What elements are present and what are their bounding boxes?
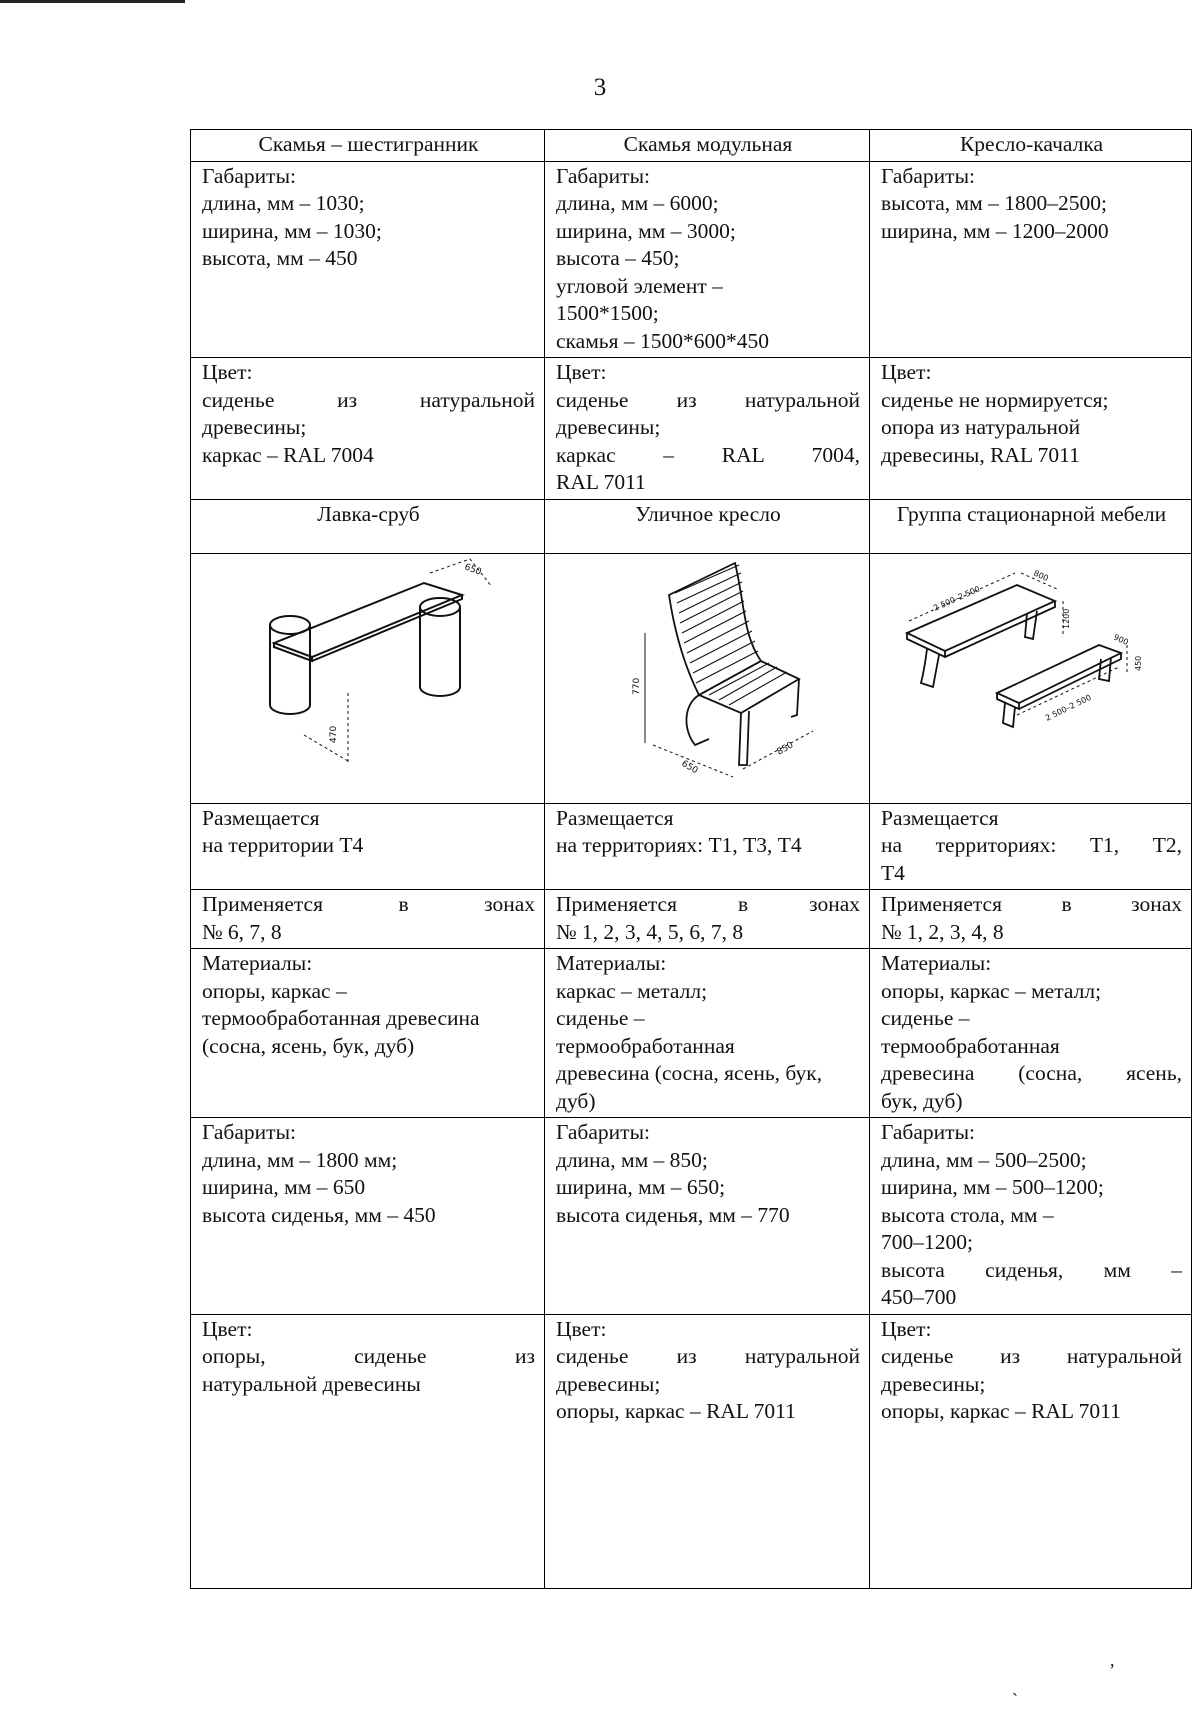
cell-line: № 1, 2, 3, 4, 5, 6, 7, 8 xyxy=(556,919,744,944)
cell-line: скамья – 1500*600*450 xyxy=(556,328,770,353)
table-row xyxy=(191,130,1192,162)
dimension-label: 470 xyxy=(328,725,339,743)
dimension-label: 650 xyxy=(679,758,700,776)
cell-line: натуральной древесины xyxy=(202,1371,421,1396)
dimension-label: 2 500–2 500 xyxy=(931,583,981,613)
dimension-label: 800 xyxy=(1031,568,1050,583)
materials-cell xyxy=(870,949,1192,1118)
table-leg xyxy=(921,649,939,687)
left-log-body xyxy=(270,625,310,714)
cell-line: на территориях: Т1, Т3, Т4 xyxy=(556,833,802,857)
cell-line: термообработанная древесина xyxy=(202,1006,480,1030)
placement-cell xyxy=(870,803,1192,890)
cell-line: ширина, мм – 1200–2000 xyxy=(881,218,1109,243)
cell-line: ширина, мм – 3000; xyxy=(556,218,736,243)
color-cell xyxy=(191,1314,545,1588)
cell-line: Габариты: xyxy=(202,1120,296,1144)
color-cell xyxy=(545,358,870,500)
bench-top xyxy=(997,645,1121,703)
cell-line: древесины, RAL 7011 xyxy=(881,442,1080,467)
chair-leg xyxy=(686,695,709,745)
bench-seat-shape xyxy=(274,583,462,657)
cell-line: Габариты: xyxy=(881,1120,975,1144)
dimensions-cell xyxy=(870,1118,1192,1315)
table-row xyxy=(191,161,1192,358)
cell-line: Применяется в зонах xyxy=(556,892,860,916)
chair-leg xyxy=(791,679,799,717)
cell-line: Цвет: xyxy=(202,360,253,384)
cell-line: 700–1200; xyxy=(881,1230,973,1254)
materials-cell xyxy=(545,949,870,1118)
materials-cell xyxy=(191,949,545,1118)
cell-line: на территории Т4 xyxy=(202,833,364,857)
cell-line: Размещается xyxy=(202,805,320,830)
dimension-line xyxy=(653,731,813,777)
log-bench-drawing xyxy=(234,555,504,775)
cell-line: сиденье из натуральной xyxy=(202,387,535,412)
cell-line: термообработанная xyxy=(556,1033,735,1058)
scan-mark: , xyxy=(1110,1650,1115,1670)
header-street-chair: Уличное кресло xyxy=(545,499,870,553)
dimension-label: 1200 xyxy=(1061,608,1071,629)
table-row xyxy=(191,803,1192,890)
dimension-label: 650 xyxy=(462,561,483,578)
dimensions-cell xyxy=(545,161,870,358)
cell-line: длина, мм – 500–2500; xyxy=(881,1147,1087,1172)
table-row xyxy=(191,358,1192,500)
zones-cell xyxy=(545,890,870,949)
street-chair-drawing xyxy=(583,555,833,785)
table-row xyxy=(191,1314,1192,1588)
cell-line: термообработанная xyxy=(881,1033,1060,1058)
cell-line: Габариты: xyxy=(556,163,650,188)
right-log-top xyxy=(420,598,460,616)
cell-line: ширина, мм – 500–1200; xyxy=(881,1175,1104,1199)
left-log-top xyxy=(270,616,310,634)
cell-line: Цвет: xyxy=(556,360,607,384)
cell-line: 450–700 xyxy=(881,1285,957,1309)
zones-cell xyxy=(191,890,545,949)
table-row xyxy=(191,949,1192,1118)
cell-line: Габариты: xyxy=(881,163,975,188)
cell-line: RAL 7011 xyxy=(556,470,646,494)
header-modular-bench: Скамья модульная xyxy=(545,130,870,162)
header-rocking-chair: Кресло-качалка xyxy=(870,130,1192,162)
cell-line: Материалы: xyxy=(556,951,667,975)
furniture-group-drawing xyxy=(887,555,1177,745)
chair-leg xyxy=(739,711,749,765)
image-cell xyxy=(870,553,1192,803)
cell-line: высота стола, мм – xyxy=(881,1202,1054,1227)
table-row xyxy=(191,499,1192,553)
dimension-line xyxy=(909,573,1057,621)
zones-cell xyxy=(870,890,1192,949)
cell-line: сиденье из натуральной xyxy=(881,1344,1182,1368)
color-cell xyxy=(545,1314,870,1588)
cell-line: высота сиденья, мм – xyxy=(881,1257,1182,1282)
cell-line: сиденье – xyxy=(881,1006,970,1030)
dimension-label: 2 500–2 500 xyxy=(1043,692,1093,723)
top-rule xyxy=(0,0,185,3)
cell-line: длина, мм – 850; xyxy=(556,1147,708,1172)
cell-line: древесины; xyxy=(881,1371,986,1396)
table-row xyxy=(191,553,1192,803)
right-log-body xyxy=(420,607,460,696)
cell-line: опоры, каркас – RAL 7011 xyxy=(881,1399,1121,1423)
cell-line: угловой элемент – xyxy=(556,273,723,298)
cell-line: высота, мм – 1800–2500; xyxy=(881,191,1107,215)
cell-line: каркас – металл; xyxy=(556,978,708,1003)
dimension-label: 900 xyxy=(1111,632,1130,647)
cell-line: опоры, каркас – xyxy=(202,978,347,1003)
cell-line: Цвет: xyxy=(881,360,932,384)
placement-cell xyxy=(545,803,870,890)
table-row xyxy=(191,890,1192,949)
dimension-label: 770 xyxy=(632,677,642,695)
table-top-edge xyxy=(907,601,1055,657)
cell-line: сиденье не нормируется; xyxy=(881,387,1109,412)
cell-line: высота сиденья, мм – 770 xyxy=(556,1202,790,1227)
dimension-line xyxy=(430,559,492,587)
dimension-label: 450 xyxy=(1133,655,1143,671)
cell-line: Материалы: xyxy=(881,951,992,975)
color-cell xyxy=(191,358,545,500)
cell-line: бук, дуб) xyxy=(881,1088,963,1113)
cell-line: на территориях: Т1, Т2, xyxy=(881,833,1182,857)
cell-line: № 1, 2, 3, 4, 8 xyxy=(881,919,1004,944)
header-hexagon-bench: Скамья – шестигранник xyxy=(191,130,545,162)
cell-line: опоры, сиденье из xyxy=(202,1344,535,1368)
dimensions-cell xyxy=(545,1118,870,1315)
cell-line: высота – 450; xyxy=(556,246,680,270)
cell-line: ширина, мм – 650; xyxy=(556,1175,726,1199)
cell-line: древесины; xyxy=(556,415,661,439)
color-cell xyxy=(870,1314,1192,1588)
cell-line: каркас – RAL 7004, xyxy=(556,442,860,467)
cell-line: высота сиденья, мм – 450 xyxy=(202,1202,436,1227)
cell-line: древесина (сосна, ясень, бук, xyxy=(556,1061,823,1085)
page-number: 3 xyxy=(593,74,607,101)
cell-line: Цвет: xyxy=(881,1316,932,1341)
cell-line: опоры, каркас – RAL 7011 xyxy=(556,1399,796,1423)
cell-line: Применяется в зонах xyxy=(202,892,535,916)
cell-line: Размещается xyxy=(881,805,999,830)
cell-line: древесины; xyxy=(202,415,307,439)
table-row xyxy=(191,1118,1192,1315)
cell-line: опоры, каркас – металл; xyxy=(881,978,1102,1003)
cell-line: (сосна, ясень, бук, дуб) xyxy=(202,1033,415,1058)
furniture-spec-table xyxy=(190,129,1192,1589)
cell-line: высота, мм – 450 xyxy=(202,246,358,270)
cell-line: Т4 xyxy=(881,860,905,885)
image-cell xyxy=(545,553,870,803)
cell-line: Материалы: xyxy=(202,951,313,975)
dimensions-cell xyxy=(870,161,1192,358)
cell-line: № 6, 7, 8 xyxy=(202,919,282,944)
cell-line: ширина, мм – 650 xyxy=(202,1175,366,1199)
scan-mark: ` xyxy=(1012,1690,1018,1710)
cell-line: Цвет: xyxy=(556,1316,607,1341)
image-cell xyxy=(191,553,545,803)
cell-line: сиденье – xyxy=(556,1006,645,1030)
header-stationary-furniture-group: Группа стационарной мебели xyxy=(870,499,1192,553)
header-log-bench: Лавка-сруб xyxy=(191,499,545,553)
cell-line: древесины; xyxy=(556,1371,661,1396)
cell-line: Применяется в зонах xyxy=(881,892,1182,916)
color-cell xyxy=(870,358,1192,500)
cell-line: сиденье из натуральной xyxy=(556,1344,860,1368)
cell-line: длина, мм – 6000; xyxy=(556,191,719,215)
dimensions-cell xyxy=(191,161,545,358)
cell-line: длина, мм – 1800 мм; xyxy=(202,1147,398,1172)
dimensions-cell xyxy=(191,1118,545,1315)
cell-line: Габариты: xyxy=(202,163,296,188)
cell-line: дуб) xyxy=(556,1088,596,1113)
placement-cell xyxy=(191,803,545,890)
cell-line: Цвет: xyxy=(202,1316,253,1341)
cell-line: длина, мм – 1030; xyxy=(202,191,365,215)
cell-line: сиденье из натуральной xyxy=(556,387,860,412)
cell-line: 1500*1500; xyxy=(556,301,659,325)
cell-line: ширина, мм – 1030; xyxy=(202,218,382,243)
chair-seat xyxy=(699,661,799,713)
dimension-label: 850 xyxy=(775,739,796,758)
cell-line: опора из натуральной xyxy=(881,415,1081,439)
cell-line: Размещается xyxy=(556,805,674,830)
cell-line: Габариты: xyxy=(556,1120,650,1144)
cell-line: древесина (сосна, ясень, xyxy=(881,1061,1182,1085)
cell-line: каркас – RAL 7004 xyxy=(202,442,374,467)
